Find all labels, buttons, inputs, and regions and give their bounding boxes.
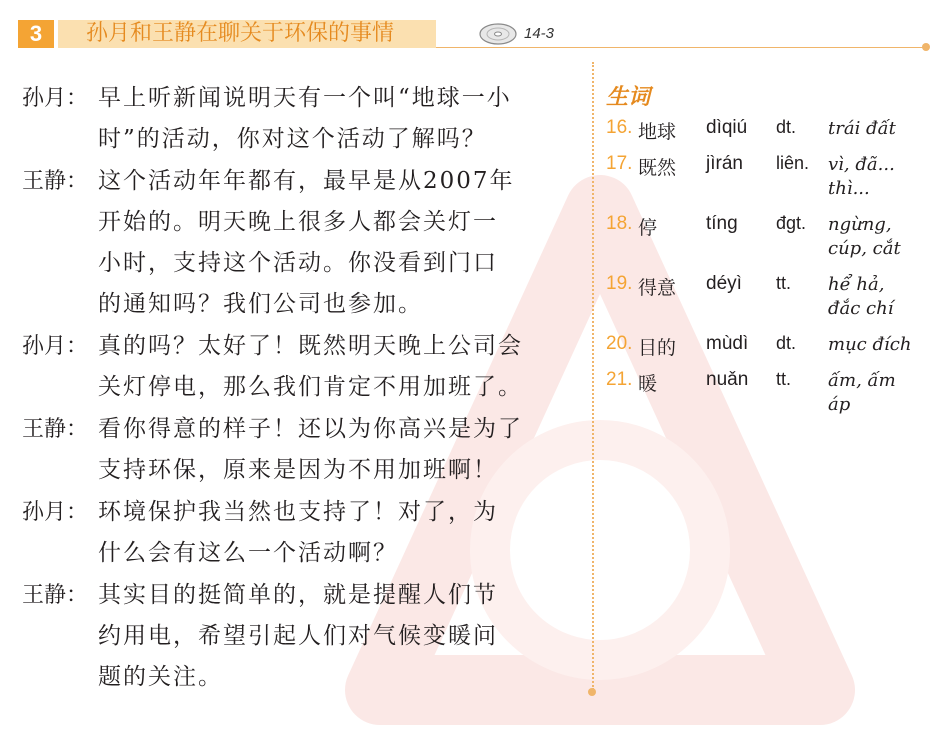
- dialogue-line: 的通知吗？我们公司也参加。: [98, 291, 423, 317]
- vocab-word: 目的: [638, 337, 677, 359]
- vocab-item: [606, 213, 926, 273]
- vocabulary-heading: 生词: [606, 85, 651, 110]
- speaker-label: 孙月：: [22, 86, 89, 111]
- vocab-item: [606, 369, 926, 429]
- vocab-number: 20.: [606, 333, 633, 354]
- vocab-word: 地球: [638, 121, 677, 143]
- speaker-label: 王静：: [22, 583, 89, 608]
- dialogue-line: 题的关注。: [98, 664, 223, 690]
- vocab-item: [606, 273, 926, 333]
- vocab-word: 暖: [638, 373, 658, 395]
- vocab-part-of-speech: tt.: [776, 369, 792, 389]
- vocabulary-panel: [606, 80, 926, 429]
- header-rule-dot: [922, 43, 930, 51]
- vocab-part-of-speech: liên.: [776, 153, 810, 173]
- dialogue-line: 什么会有这么一个活动啊？: [98, 540, 398, 566]
- speaker-label: 孙月：: [22, 334, 89, 359]
- vocab-number: 18.: [606, 213, 633, 234]
- vocab-part-of-speech: đgt.: [776, 213, 807, 233]
- dialogue-turn: [22, 492, 582, 574]
- speaker-label: 王静：: [22, 169, 89, 194]
- vocab-number: 16.: [606, 117, 633, 138]
- header-rule: [436, 47, 928, 48]
- vocab-pinyin: mùdì: [706, 333, 749, 354]
- vocab-part-of-speech: dt.: [776, 117, 797, 137]
- dialogue-turn: [22, 161, 582, 325]
- vocab-word: 停: [638, 217, 658, 239]
- dialogue-line: 这个活动年年都有，最早是从2007年: [98, 168, 515, 194]
- speaker-label: 王静：: [22, 417, 89, 442]
- vocab-number: 17.: [606, 153, 633, 174]
- dialogue-line: 环境保护我当然也支持了！对了，为: [98, 499, 498, 525]
- vocab-part-of-speech: dt.: [776, 333, 797, 353]
- audio-cd-icon[interactable]: [478, 22, 518, 46]
- vocab-meaning: vì, đã... thì...: [828, 154, 895, 199]
- vocab-number: 21.: [606, 369, 633, 390]
- dialogue-line: 支持环保，原来是因为不用加班啊！: [98, 457, 498, 483]
- column-divider-dot: [588, 688, 596, 696]
- vocab-word: 既然: [638, 157, 677, 179]
- dialogue-line: 关灯停电，那么我们肯定不用加班了。: [98, 374, 523, 400]
- column-divider: [592, 62, 594, 690]
- vocab-pinyin: tíng: [706, 213, 738, 234]
- vocab-pinyin: nuǎn: [706, 369, 749, 390]
- dialogue-turn: [22, 326, 582, 408]
- dialogue-line: 开始的。明天晚上很多人都会关灯一: [98, 209, 498, 235]
- dialogue-line: 时”的活动，你对这个活动了解吗？: [98, 126, 487, 152]
- vocab-pinyin: jìrán: [706, 153, 743, 174]
- dialogue-turn: [22, 78, 582, 160]
- dialogue-line: 早上听新闻说明天有一个叫“地球一小: [98, 85, 512, 111]
- dialogue-line: 看你得意的样子！还以为你高兴是为了: [98, 416, 523, 442]
- vocab-part-of-speech: tt.: [776, 273, 792, 293]
- lesson-header: [0, 20, 947, 49]
- dialogue-line: 其实目的挺简单的，就是提醒人们节: [98, 582, 498, 608]
- vocab-meaning: mục đích: [828, 334, 912, 355]
- vocab-word: 得意: [638, 277, 677, 299]
- vocab-meaning: hể hả, đắc chí: [828, 274, 894, 319]
- lesson-number: 3: [18, 20, 54, 48]
- dialogue-line: 小时，支持这个活动。你没看到门口: [98, 250, 498, 276]
- vocab-pinyin: déyì: [706, 273, 742, 294]
- dialogue: [22, 78, 582, 699]
- vocab-item: [606, 153, 926, 213]
- dialogue-line: 真的吗？太好了！既然明天晚上公司会: [98, 333, 523, 359]
- vocab-item: [606, 117, 926, 153]
- dialogue-turn: [22, 575, 582, 698]
- speaker-label: 孙月：: [22, 500, 89, 525]
- vocab-item: [606, 333, 926, 369]
- vocab-pinyin: dìqiú: [706, 117, 748, 138]
- dialogue-turn: [22, 409, 582, 491]
- dialogue-line: 约用电，希望引起人们对气候变暖问: [98, 623, 498, 649]
- audio-track-number: 14-3: [524, 25, 555, 42]
- vocab-meaning: trái đất: [828, 118, 896, 139]
- vocab-meaning: ngừng, cúp, cắt: [828, 214, 901, 259]
- vocab-number: 19.: [606, 273, 633, 294]
- vocab-meaning: ấm, ấm áp: [828, 370, 896, 415]
- lesson-title: 孙月和王静在聊关于环保的事情: [58, 20, 436, 48]
